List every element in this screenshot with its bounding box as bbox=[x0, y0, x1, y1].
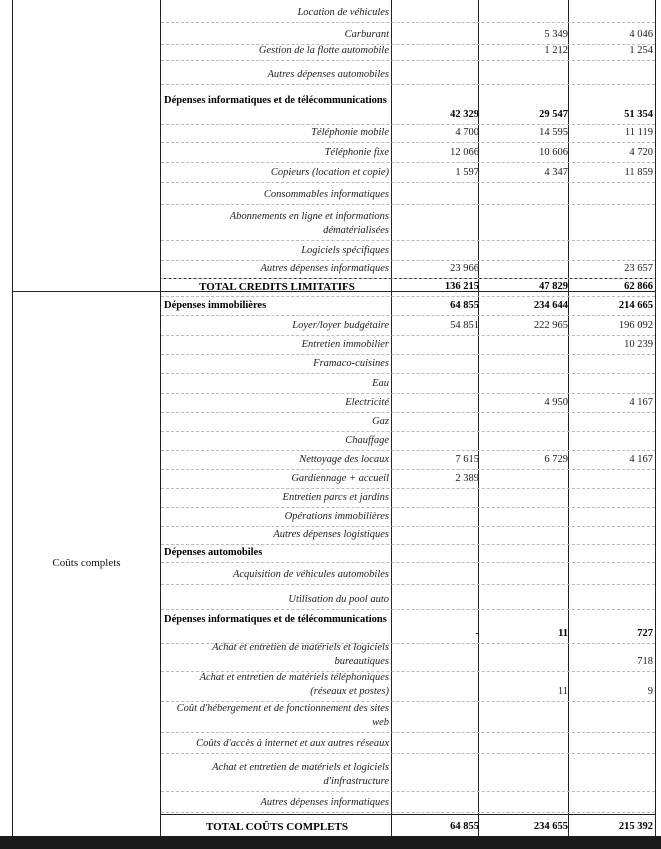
table-row bbox=[161, 68, 655, 82]
total-row bbox=[161, 280, 655, 294]
value-cell-col3: 11 119 bbox=[624, 127, 653, 138]
row-label: Loyer/loyer budgétaire bbox=[292, 320, 389, 331]
value-cell-col2: 4 950 bbox=[544, 397, 568, 408]
value-cell-col1: - bbox=[475, 628, 479, 639]
value-cell-col3: 11 859 bbox=[624, 167, 653, 178]
row-label: TOTAL CREDITS LIMITATIFS bbox=[199, 281, 355, 293]
row-rule bbox=[161, 412, 655, 413]
total-complets-top-rule bbox=[161, 814, 656, 815]
value-cell-col1: 64 855 bbox=[450, 300, 479, 311]
row-label: Téléphonie mobile bbox=[311, 127, 389, 138]
row-label: Gaz bbox=[372, 416, 389, 427]
table-row bbox=[161, 377, 655, 391]
row-rule bbox=[161, 162, 655, 163]
row-label: Carburant bbox=[344, 29, 389, 40]
value-cell-col1: 54 851 bbox=[450, 320, 479, 331]
value-cell-col3: 196 092 bbox=[618, 320, 653, 331]
row-rule bbox=[161, 812, 655, 813]
table-row bbox=[161, 568, 655, 582]
value-cell-col2: 14 595 bbox=[539, 127, 568, 138]
value-cell-col1: 2 389 bbox=[455, 473, 479, 484]
value-cell-col1: 7 615 bbox=[455, 454, 479, 465]
value-cell-col2: 1 212 bbox=[544, 45, 568, 56]
row-label: Dépenses immobilières bbox=[164, 300, 267, 311]
value-cell-col1: 136 215 bbox=[444, 281, 479, 292]
row-rule bbox=[161, 335, 655, 336]
row-rule bbox=[161, 142, 655, 143]
row-rule bbox=[161, 260, 655, 261]
row-label: Coûts d'accès à internet et aux autres réseaux bbox=[196, 738, 389, 749]
row-label: Entretien immobilier bbox=[301, 339, 389, 350]
row-label: Logiciels spécifiques bbox=[301, 245, 389, 256]
row-rule bbox=[161, 182, 655, 183]
row-label: Autres dépenses informatiques bbox=[260, 797, 389, 808]
value-cell-col2: 6 729 bbox=[544, 454, 568, 465]
row-label: Autres dépenses informatiques bbox=[260, 263, 389, 274]
row-rule bbox=[161, 84, 655, 85]
row-rule bbox=[161, 507, 655, 508]
section-label-couts-complets: Coûts complets bbox=[52, 557, 121, 569]
table-row bbox=[161, 593, 655, 607]
row-label: Framaco-cuisines bbox=[313, 358, 389, 369]
value-cell-col1: 42 329 bbox=[450, 109, 479, 120]
row-rule bbox=[161, 584, 655, 585]
row-label: Abonnements en ligne et informations dématérialisées bbox=[229, 211, 389, 236]
table-row bbox=[161, 528, 655, 542]
row-label: Entretien parcs et jardins bbox=[282, 492, 389, 503]
row-label: Copieurs (location et copie) bbox=[270, 167, 389, 178]
value-cell-col2: 234 644 bbox=[533, 300, 568, 311]
table-row bbox=[161, 244, 655, 258]
row-label: Gardiennage + accueil bbox=[291, 473, 389, 484]
row-label: Consommables informatiques bbox=[263, 189, 389, 200]
row-rule bbox=[161, 354, 655, 355]
value-cell-col3: 51 354 bbox=[624, 109, 653, 120]
category-header-row bbox=[161, 546, 655, 560]
table-row bbox=[161, 434, 655, 448]
table-row bbox=[161, 262, 655, 276]
value-cell-col3: 4 167 bbox=[629, 454, 653, 465]
table-row bbox=[161, 44, 655, 58]
row-rule bbox=[161, 278, 655, 279]
value-cell-col3: 9 bbox=[647, 686, 653, 697]
value-cell-col2: 29 547 bbox=[539, 109, 568, 120]
table-row bbox=[161, 737, 655, 751]
value-cell-col1: 1 597 bbox=[455, 167, 479, 178]
table-row bbox=[161, 472, 655, 486]
table-row bbox=[161, 146, 655, 160]
row-label: Gestion de la flotte automobile bbox=[258, 45, 389, 56]
value-cell-col2: 47 829 bbox=[539, 281, 568, 292]
table-row bbox=[161, 210, 655, 238]
value-cell-col2: 4 347 bbox=[544, 167, 568, 178]
table-row bbox=[161, 319, 655, 333]
table-row bbox=[161, 6, 655, 20]
table-row bbox=[161, 491, 655, 505]
row-label: Opérations immobilières bbox=[284, 511, 389, 522]
value-cell-col3: 23 657 bbox=[624, 263, 653, 274]
table-row bbox=[161, 126, 655, 140]
row-label: Eau bbox=[372, 378, 389, 389]
value-cell-col3: 4 167 bbox=[629, 397, 653, 408]
row-rule bbox=[161, 450, 655, 451]
row-rule bbox=[161, 488, 655, 489]
row-label: Achat et entretien de matériels et logiciels bureautiques bbox=[212, 642, 389, 667]
table-row bbox=[161, 188, 655, 202]
row-rule bbox=[161, 393, 655, 394]
table-row bbox=[161, 28, 655, 42]
value-cell-col1: 12 066 bbox=[450, 147, 479, 158]
row-label: Achat et entretien de matériels et logiciels d'infrastructure bbox=[212, 762, 389, 787]
row-label: Electricité bbox=[345, 397, 389, 408]
value-cell-col2: 10 606 bbox=[539, 147, 568, 158]
value-cell-col1: 64 855 bbox=[450, 821, 479, 832]
value-cell-col3: 727 bbox=[637, 628, 653, 639]
table-row bbox=[161, 510, 655, 524]
row-label: Coût d'hébergement et de fonctionnement des sites web bbox=[176, 703, 389, 728]
value-cell-col2: 5 349 bbox=[544, 29, 568, 40]
row-rule bbox=[161, 469, 655, 470]
row-label: Acquisition de véhicules automobiles bbox=[232, 569, 389, 580]
value-cell-col3: 4 720 bbox=[629, 147, 653, 158]
row-label: Nettoyage des locaux bbox=[299, 454, 389, 465]
row-label: Dépenses informatiques et de télécommunications bbox=[164, 95, 387, 106]
row-label: Autres dépenses logistiques bbox=[273, 529, 389, 540]
table-row bbox=[161, 453, 655, 467]
table-border-left bbox=[12, 0, 13, 836]
scan-bottom-edge bbox=[0, 836, 661, 849]
row-rule bbox=[161, 315, 655, 316]
row-rule bbox=[161, 124, 655, 125]
row-label: Achat et entretien de matériels téléphoniques (réseaux et postes) bbox=[199, 672, 389, 697]
row-rule bbox=[161, 431, 655, 432]
row-label: Dépenses automobiles bbox=[164, 547, 263, 558]
row-rule bbox=[161, 204, 655, 205]
row-rule bbox=[161, 791, 655, 792]
value-cell-col2: 11 bbox=[558, 628, 568, 639]
row-rule bbox=[161, 240, 655, 241]
table-border-right bbox=[655, 0, 656, 836]
row-rule bbox=[161, 296, 655, 297]
table-row bbox=[161, 796, 655, 810]
table-row bbox=[161, 166, 655, 180]
value-cell-col3: 4 046 bbox=[629, 29, 653, 40]
category-header-row bbox=[161, 299, 655, 313]
row-rule bbox=[161, 562, 655, 563]
row-label: Chauffage bbox=[345, 435, 389, 446]
row-rule bbox=[161, 609, 655, 610]
category-header-row bbox=[161, 94, 655, 122]
value-cell-col1: 23 966 bbox=[450, 263, 479, 274]
row-label: Dépenses informatiques et de télécommunications bbox=[164, 614, 387, 625]
value-cell-col3: 214 665 bbox=[618, 300, 653, 311]
row-rule bbox=[161, 753, 655, 754]
value-cell-col2: 11 bbox=[557, 686, 568, 697]
value-cell-col3: 215 392 bbox=[618, 821, 653, 832]
table-row bbox=[161, 357, 655, 371]
value-cell-col3: 1 254 bbox=[629, 45, 653, 56]
value-cell-col1: 4 700 bbox=[455, 127, 479, 138]
row-label: TOTAL COÛTS COMPLETS bbox=[205, 821, 349, 833]
row-rule bbox=[161, 22, 655, 23]
category-header-row bbox=[161, 613, 655, 641]
value-cell-col3: 62 866 bbox=[624, 281, 653, 292]
value-cell-col3: 718 bbox=[637, 656, 653, 667]
table-row bbox=[161, 338, 655, 352]
table-row bbox=[161, 396, 655, 410]
value-cell-col3: 10 239 bbox=[624, 339, 653, 350]
row-label: Utilisation du pool auto bbox=[288, 594, 389, 605]
table-row bbox=[161, 415, 655, 429]
value-cell-col2: 222 965 bbox=[533, 320, 568, 331]
row-rule bbox=[161, 526, 655, 527]
total-row bbox=[161, 820, 655, 834]
row-label: Téléphonie fixe bbox=[324, 147, 389, 158]
row-rule bbox=[161, 544, 655, 545]
table-row bbox=[161, 702, 655, 730]
row-label: Autres dépenses automobiles bbox=[267, 69, 389, 80]
row-rule bbox=[161, 373, 655, 374]
row-label: Location de véhicules bbox=[297, 7, 389, 18]
table-row bbox=[161, 641, 655, 669]
value-cell-col2: 234 655 bbox=[533, 821, 568, 832]
table-row bbox=[161, 761, 655, 789]
row-rule bbox=[161, 60, 655, 61]
row-rule bbox=[161, 732, 655, 733]
table-row bbox=[161, 671, 655, 699]
